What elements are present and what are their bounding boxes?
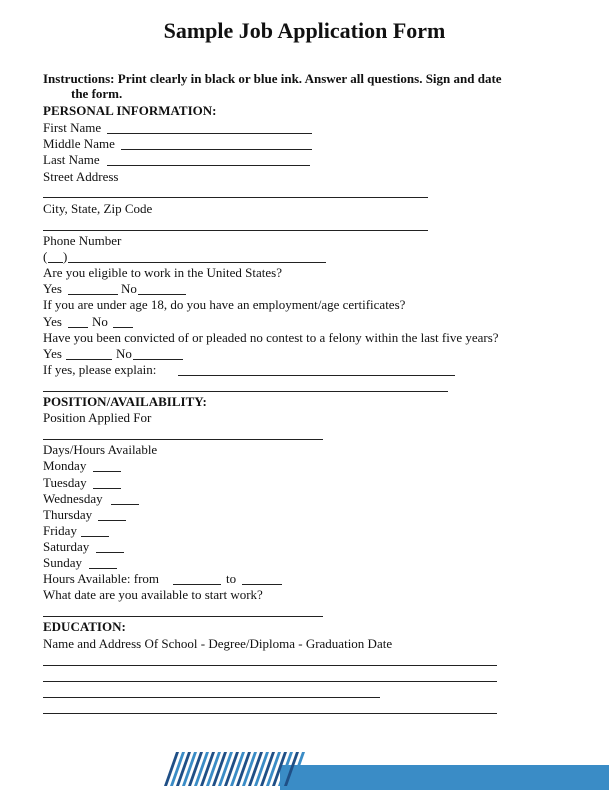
phone-area-close-paren: ) [63, 249, 68, 264]
day-field-sunday[interactable] [89, 568, 117, 569]
education-field-2[interactable] [43, 681, 497, 682]
explain-field-1[interactable] [178, 375, 455, 376]
street-address-field[interactable] [43, 197, 428, 198]
start-date-field[interactable] [43, 616, 323, 617]
personal-info-heading: PERSONAL INFORMATION: [43, 103, 217, 118]
under-18-no-label: No [92, 314, 108, 329]
footer-stripes-graphic [160, 748, 609, 790]
felony-yes-label: Yes [43, 346, 62, 361]
last-name-field[interactable] [107, 165, 310, 166]
day-label-wednesday: Wednesday [43, 491, 103, 506]
eligible-yes-label: Yes [43, 281, 62, 296]
day-field-tuesday[interactable] [93, 488, 121, 489]
education-field-4[interactable] [43, 713, 497, 714]
day-label-tuesday: Tuesday [43, 475, 87, 490]
day-label-friday: Friday [43, 523, 77, 538]
under-18-yes-field[interactable] [68, 327, 88, 328]
city-state-zip-label: City, State, Zip Code [43, 201, 153, 216]
day-label-saturday: Saturday [43, 539, 90, 554]
felony-question: Have you been convicted of or pleaded no contest to a felony within the last five years? [43, 330, 499, 345]
education-field-1[interactable] [43, 665, 497, 666]
phone-area-open-paren: ( [43, 249, 48, 264]
instructions [43, 71, 563, 101]
felony-no-field[interactable] [133, 359, 183, 360]
under-18-question: If you are under age 18, do you have an employment/age certificates? [43, 297, 406, 312]
first-name-field[interactable] [107, 133, 312, 134]
phone-number-field[interactable] [68, 262, 326, 263]
education-heading: EDUCATION: [43, 619, 126, 634]
day-field-wednesday[interactable] [111, 504, 139, 505]
footer-decorative-band [160, 748, 609, 790]
explain-label: If yes, please explain: [43, 362, 157, 377]
hours-from-field[interactable] [173, 584, 221, 585]
hours-from-label: Hours Available: from [43, 571, 160, 586]
phone-label: Phone Number [43, 233, 122, 248]
days-hours-label: Days/Hours Available [43, 442, 158, 457]
day-field-friday[interactable] [81, 536, 109, 537]
eligible-question: Are you eligible to work in the United States? [43, 265, 283, 280]
explain-field-2[interactable] [43, 391, 448, 392]
felony-no-label: No [116, 346, 132, 361]
start-date-question: What date are you available to start work? [43, 587, 263, 602]
hours-to-field[interactable] [242, 584, 282, 585]
day-field-monday[interactable] [93, 471, 121, 472]
under-18-no-field[interactable] [113, 327, 133, 328]
education-field-3[interactable] [43, 697, 380, 698]
eligible-no-label: No [121, 281, 137, 296]
instructions-line-2: the form. [71, 86, 123, 101]
instructions-line-1: Instructions: Print clearly in black or blue ink. Answer all questions. Sign and date [43, 71, 502, 86]
position-applied-label: Position Applied For [43, 410, 152, 425]
under-18-yes-label: Yes [43, 314, 62, 329]
day-field-saturday[interactable] [96, 552, 124, 553]
felony-yes-field[interactable] [66, 359, 112, 360]
position-availability-heading: POSITION/AVAILABILITY: [43, 394, 207, 409]
first-name-label: First Name [43, 120, 102, 135]
form-title: Sample Job Application Form [163, 18, 446, 43]
hours-to-label: to [226, 571, 237, 586]
position-applied-field[interactable] [43, 439, 323, 440]
middle-name-label: Middle Name [43, 136, 115, 151]
phone-area-code-field[interactable] [48, 262, 63, 263]
street-address-label: Street Address [43, 169, 119, 184]
day-label-thursday: Thursday [43, 507, 93, 522]
eligible-yes-field[interactable] [68, 294, 118, 295]
education-school-row-label: Name and Address Of School - Degree/Diploma - Graduation Date [43, 636, 393, 651]
city-state-zip-field[interactable] [43, 230, 428, 231]
day-label-sunday: Sunday [43, 555, 82, 570]
middle-name-field[interactable] [121, 149, 312, 150]
last-name-label: Last Name [43, 152, 100, 167]
eligible-no-field[interactable] [138, 294, 186, 295]
day-field-thursday[interactable] [98, 520, 126, 521]
day-label-monday: Monday [43, 458, 87, 473]
